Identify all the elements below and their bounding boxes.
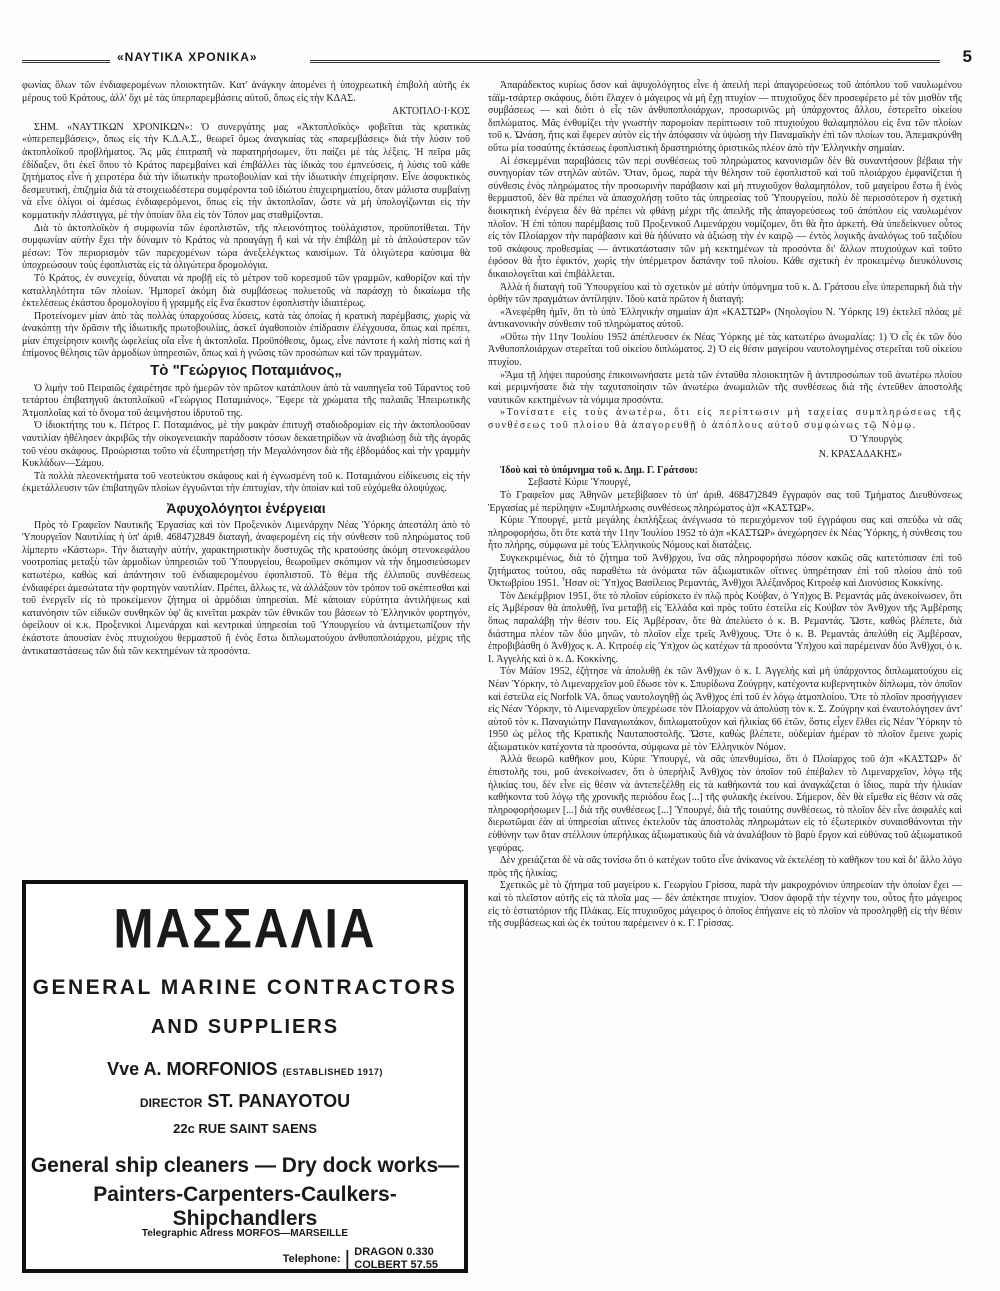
paragraph: Διὰ τὸ ἀκτοπλοϊκὸν ἡ συμφωνία τῶν ἐφοπλιστῶν, τῆς πλειονότητος τοὐλάχιστον, προϋποτίθεται. Τὴν συμφωνίαν αὐτὴν ἔχει τὴν δύναμιν τὸ Κράτος νὰ προαγάγῃ ἢ καὶ νὰ τὴν ἐπιβάλῃ μὲ τὸ ἁπλούστερον τῶν μέσων: Τὸν περιορισμὸν τῶν παρεχομένων τώρα ἀνεξελέγκτως καυσίμων. Τὰ ὀλιγώτερα καύσιμα θὰ ὑποχρεώσουν τοὺς ἐφοπλιστὰς εἰς τὰ ὀλιγώτερα δρομολόγια. — [22, 222, 470, 272]
quoted-order: »Οὕτω τὴν 11ην Ἰουλίου 1952 ἀπέπλευσεν ἐκ Νέας Ὑόρκης μὲ τὰς κατωτέρω ἀνωμαλίας: 1) Ὁ εἷς ἐκ τῶν δύο Ἀνθυποπλοιάρχων στερεῖται τοῦ οἰκείου διπλώματος. 2) Ὁ εἰς θέσιν μαγείρου ναυτολογημένος στερεῖται τοῦ οἰκείου πτυχίου. — [488, 331, 962, 369]
memo-paragraph: Δὲν χρειάζεται δὲ νὰ σᾶς τονίσω ὅτι ὁ κατέχων τοῦτο εἶνε ἀνίκανος νὰ ἐκτελέσῃ τὸ καθῆκον του καὶ δι' ἄλλο λόγο πρὸς τῆς ἡλικίας; — [488, 855, 962, 879]
article-continuation: φωνίας ὅλων τῶν ἐνδιαφερομένων πλοιοκτητῶν. Κατ' ἀνάγκην ἀπομένει ἡ ὑποχρεωτικὴ ἐπιβολὴ αὐτῆς ἐκ μέρους τοῦ Κράτους, ἀλλ' ὄχι μὲ τὰς ὑπερπαρεμβάσεις αὐτοῦ, ὅπως εἰς τὴν ΚΔΑΣ. — [22, 80, 470, 104]
page-header — [22, 47, 972, 70]
ad-founder-line — [26, 1059, 464, 1080]
header-rule-left — [22, 60, 110, 63]
quoted-order: «Ἀνεφέρθη ἡμῖν, ὅτι τὸ ὑπὸ Ἑλληνικὴν σημαίαν ἀ)π «ΚΑΣΤΩΡ» (Νηολογίου Ν. Ὑόρκης 19) ἐκτελεῖ πλόας μὲ ἀντικανονικὴν σύνθεσιν τοῦ πληρώματος αὐτοῦ. — [488, 306, 962, 331]
article-heading-potamianos: Τὸ "Γεώργιος Ποταμιάνος„ — [150, 362, 342, 380]
editor-note — [22, 122, 470, 223]
paragraph: Προτείνομεν μίαν ἀπὸ τὰς πολλὰς ὑπαρχούσας λύσεις, κατὰ τὰς ὁποίας ἡ κρατικὴ παρέμβασις, χωρὶς νὰ ἀνακόπτῃ τὴν δρᾶσιν τῆς ἰδιωτικῆς πρωτοβουλίας, ἀσκεῖ ἀγαθοποιὸν ἐπίδρασιν ἐλέγχουσα, ὅπως καὶ πρέπει, μίαν ἐπιχείρησιν κοινῆς ὠφελείας οἵα εἶνε ἡ ἀκτοπλοΐα. Προϋπόθεσις, ὅμως, εἶνε πάντοτε ἡ καλὴ πίστις καὶ ἡ ἐπίμονος θέλησις τῶν ἁρμοδίων ὑπηρεσιῶν, ὅπως καὶ ἡ γνῶσις τῶν προσώπων καὶ τῶν πραγμάτων. — [22, 310, 470, 360]
ad-telephone-label: Telephone: — [282, 1253, 341, 1265]
memo-paragraph: Τὸν Μάϊον 1952, ἐζήτησε νὰ ἀπολυθῇ ἐκ τῶν Ἀνθ)χων ὁ κ. Ι. Ἀγγελής καὶ μὴ ὑπάρχοντος διπλωματούχου εἰς Νέαν Ὑόρκην, τὸ Λιμεναρχεῖον μοῦ ἔδωσε τὸν κ. Σπυρίδωνα Ζούγρην, κατέχοντα κυβερνητικὸν δίπλωμα, τὸν ὁποῖον καὶ ἐστείλα εἰς Norfolk VA. ὅπως ναυτολογηθῇ ὡς Ἀνθ)χος ἐπὶ τοῦ ἐν λόγῳ ἀτμοπλοίου. Ὅτε τὸ πλοῖον προσήγγισεν εἰς Νέαν Ὑόρκην, τὸ Λιμεναρχεῖον ὑπεχρέωσε τὸν Πλοίαρχον νὰ ἀπολύσῃ τὸν κ. Σ. Ζούγρην καὶ ἐναυτολόγησεν ἀντ' αὐτοῦ τὸν κ. Παναγιώτην Παναγιωτάκον, διπλωματοῦχον καὶ ἡλικίας 66 ἐτῶν, ὅστις εἶχεν ἔλθει εἰς Νέαν Ὑόρκην τὸ 1950 ὡς μέλος τῆς Κρατικῆς Ναυταποστολῆς. Ὥστε, καθὼς βλέπετε, οὐδεμίαν ἡμέραν τὸ πλοῖον ἔμεινε χωρὶς ἀξιωματικὸν κατέχοντα τὰ προσόντα, σύμφωνα μὲ τὸν Ἑλληνικὸν Νόμον. — [488, 666, 962, 753]
left-column — [22, 80, 471, 657]
memo-paragraph: Τὸ Γραφεῖον μας Ἀθηνῶν μετεβίβασεν τὸ ὑπ' ἀριθ. 46847)2849 ἔγγραφόν σας τοῦ Τμήματος Διευθύνσεως Ἐργασίας μὲ περίληψιν «Συμπλήρωσις συνθέσεως πληρώματος ἀ)π «ΚΑΣΤΩΡ». — [488, 490, 962, 514]
author-signature: ΑΚΤΟΠΛΟ·Ι·ΚΟΣ — [391, 106, 470, 118]
ad-services-line-2: Painters-Carpenters-Caulkers-Shipchandlers — [93, 1183, 397, 1230]
paragraph: Ὁ λιμὴν τοῦ Πειραιῶς ἐχαιρέτησε πρὸ ἡμερῶν τὸν πρῶτον κατάπλουν ἀπὸ τὰ ναυπηγεῖα τοῦ Τάραντος τοῦ τετάρτου ἐπιβατηγοῦ ἀκτοπλοϊκοῦ «Γεώργιος Ποταμιάνος». Ἔφερε τὰ χρώματα τῆς παλαιᾶς Ἠπειρωτικῆς Ἀτμοπλοΐας καὶ τὸ ὄνομα τοῦ ἀειμνήστου ἱδρυτοῦ της. — [22, 382, 470, 419]
paragraph: Αἱ ἐσκεμμέναι παραβάσεις τῶν περὶ συνθέσεως τοῦ πληρώματος κανονισμῶν δὲν θὰ συναντήσουν βέβαια τὴν συνηγορίαν τῶν στηλῶν αὐτῶν. Ὅταν, ὅμως, παρὰ τὴν θέλησιν τοῦ ἐφοπλιστοῦ καὶ τοῦ πλοιάρχου ἐμφανίζεται ἡ σύνθεσις ἑνὸς πληρώματος τὴν προσωρινὴν παράβασιν καὶ μὴ πτυχιοῦχον θαλαμηπόλον, τοῦ μαγείρου ἔστω ἢ ἑνὸς θερμαστοῦ, δὲν θὰ πρέπει νὰ ἀπασχολήσῃ τοῦτο τὰς ὑπηρεσίας τοῦ Ὑπουργείου, πολὺ δὲ περισσότερον ἡ σχετικὴ διοικητικὴ ἐνέργεια δὲν θὰ πρέπει νὰ φθάνῃ μέχρι τῆς ἀπειλῆς τῆς ἀπαγορεύσεως τοῦ ἀπόπλου εἰς ναυλωμένον πλοῖον. Ἡ ἐπὶ τόπου παρέμβασις τοῦ Προξενικοῦ Λιμενάρχου νομίζομεν, ὅτι θὰ ἦτο ἀρκετή. Θὰ ὑπεδείκνυεν οὗτος εἰς τὸν Πλοίαρχον τὴν παράβασιν καὶ θὰ ἠδύνατο νὰ ἀξιώσῃ τὴν ἐν καιρῷ — ἐντὸς λογικῆς ἀναλόγως τοῦ ταξιδίου τοῦ σκάφους προθεσμίας — ἀντικατάστασιν τῶν μὴ κεκτημένων τὰ προσόντα δι' ἄλλων πτυχιούχων καὶ τοῦτο ἐφόσον θὰ ἦτο ἐφικτόν, χωρὶς τὴν ὑπέρμετρον δαπάνην τοῦ πλοίου. Κάθε σχετικὴ ἐν προκειμένῳ διευκόλυνσις δικαιολογεῖται καὶ ἐπιβάλλεται. — [488, 155, 962, 280]
memo-paragraph: Κύριε Ὑπουργέ, μετὰ μεγάλης ἐκπλήξεως ἀνέγνωσα τὸ περιεχόμενον τοῦ ἐγγράφου σας καὶ σπεύδω νὰ σᾶς πληροφορήσω, ὅτι ὅτε κατὰ τὴν 11ην Ἰουλίου 1952 τὸ ἀ)π «ΚΑΣΤΩΡ» ἀνεχώρησεν ἐκ Νέας Ὑόρκης, ἡ σύνθεσις του ἦτο πλήρης, σύμφωνα μὲ τοὺς Ἑλληνικοὺς Νόμους καὶ διατάξεις. — [488, 515, 962, 552]
right-column — [488, 80, 962, 1265]
quoted-order: »Ἅμα τῇ λήψει παρούσης ἐπικοινωνήσατε μετὰ τῶν ἐνταῦθα πλοιοκτητῶν ἢ ἀντιπροσώπων τοῦ ἀνωτέρω πλοίου καὶ μεριμνήσατε διὰ τὴν ταχυτοποίησιν τῶν ἀνωτέρω ἀνωμαλιῶν τῆς συνθέσεως διὰ τῆς ἐντεῦθεν ἀποστολῆς ναυτικῶν κεκτημένων τὰ νόμιμα προσόντα. — [488, 369, 962, 406]
editor-note-lead: ΣΗΜ. «ΝΑΥΤΙΚΩΝ ΧΡΟΝΙΚΩΝ»: — [34, 121, 202, 133]
ad-founder-name: Vve A. MORFONIOS — [107, 1059, 278, 1079]
paragraph: Πρὸς τὸ Γραφεῖον Ναυτικῆς Ἐργασίας καὶ τὸν Προξενικὸν Λιμενάρχην Νέας Ὑόρκης ἀπεστάλη ἀπὸ τὸ Ὑπουργεῖον Ναυτιλίας ἡ ὑπ' ἀριθ. 46847)2849 διαταγή, ἀναφερομένη εἰς τὴν σύνθεσιν τοῦ πληρώματος τοῦ λίμπερτυ «Κάστωρ». Τὴν διαταγὴν αὐτήν, χαρακτηριστικὴν δυστυχῶς τῆς κρατούσης ἀκόμη στενοκεφάλου νοοτροπίας μεταξὺ τῶν ἁρμοδίων ὑπηρεσιῶν τοῦ Ὑπουργείου, θεωροῦμεν σκόπιμον νὰ τὴν δημοσιεύσωμεν κατωτέρω, καθὼς καὶ ἀπάντησιν τοῦ ἐνδιαφερομένου ἐφοπλιστοῦ. Τὸ θέμα τῆς ἐλλιποῦς συνθέσεως ἐνδιαφέρει ἀμεσώτατα τὴν φορτηγὸν ναυτιλίαν. Πρέπει, ἄλλως τε, νὰ ἀλλάξουν τὸν τρόπον τοῦ σκέπτεσθαι καὶ τοῦ ἐνεργεῖν εἰς τὸ προκείμενον ζήτημα οἱ ἁρμόδιαι ὑπηρεσίαι. Μὲ κάποιαν εὐρύτητα ἀντιλήψεως καὶ κατανόησιν τῶν εἰδικῶν συνθηκῶν ὑφ' ἃς κινεῖται μακρὰν τῶν ἐθνικῶν του βάσεων τὸ Ἑλληνικὸν φορτηγόν, ὀφείλουν οἱ κ.κ. Προξενικοὶ Λιμενάρχαι καὶ κεντρικαὶ ὑπηρεσίαι τοῦ Ὑπουργείου νὰ ἀντιμετωπίζουν τὴν ἑκάστοτε ἀπουσίαν ἑνὸς πτυχιούχου θερμαστοῦ ἢ ἑνὸς ἔστω διπλωματούχου ἀνθυποπλοιάρχου, μέχρις τῆς ἀντικαταστάσεως τῶν διὰ τῶν κεκτημένων τὰ προσόντα. — [22, 519, 470, 657]
memo-salutation: Σεβαστὲ Κύριε Ὑπουργέ, — [528, 477, 631, 489]
ad-brand-name: ΜΑΣΣΑΛΙΑ — [113, 899, 377, 960]
memo-paragraph: Ἀλλὰ θεωρῶ καθῆκον μου, Κύριε Ὑπουργέ, νὰ σᾶς ὑπενθυμίσω, ὅτι ὁ Πλοίαρχος τοῦ ἀ)π «ΚΑΣΤΩΡ» δι' ἐπιστολῆς του, μοῦ ἀνεκοίνωσεν, ὅτι ὁ ὑπερήλιξ Ἀνθ)χος τὸν ὁποῖον τοῦ ἐπέβαλεν τὸ Λιμεναρχεῖον, λόγῳ τῆς ἡλικίας του, δὲν εἶνε εἰς θέσιν νὰ ἀντεπεξέλθῃ εἰς τὰ καθήκοντά του καὶ ἀναγκάζεται ὁ ἴδιος, παρὰ τὴν ἡλικίαν καθήκοντα τοῦ λόγῳ τῆς χρονικῆς περιόδου ἕως [...] τῆς φυλακῆς ἐκείνου. Σήμερον, δὲν θὰ εἴμεθα εἰς θέσιν νὰ σᾶς πληροφορήσωμεν [...] διὰ τῆς συνθέσεως [...] Ὑπουργέ, διὰ τῆς τοιαύτης συνθέσεως, τὸ πλοῖον δὲν εἶνε ἀσφαλὲς καὶ διερωτῶμαι ἐὰν αἱ ὑπηρεσίαι αἵτινες ἐκτελοῦν τὰς ἀποστολὰς πληρωμάτων εἰς τὸ ἐξωτερικὸν συναισθάνονται τὴν εὐθύνην των ὅταν στέλλουν ὑπερήλικας ἀξιωματικοὺς διὰ νὰ ἀναλάβουν τὸ βαρὺ ἔργον καὶ εὐθύνας τοῦ ἀξιωματικοῦ γεφύρας. — [488, 754, 962, 854]
ad-suppliers-line: AND SUPPLIERS — [150, 1016, 340, 1038]
memo-intro: Ἰδοὺ καὶ τὸ ὑπόμνημα τοῦ κ. Δημ. Γ. Γράτσου: — [500, 464, 698, 476]
ad-telephone — [283, 1246, 438, 1272]
magazine-title: «ΝΑΥΤΙΚΑ ΧΡΟΝΙΚΑ» — [117, 50, 258, 64]
ad-contractors-line: GENERAL MARINE CONTRACTORS — [32, 976, 458, 999]
article-heading-actions: Ἀφυχολόγητοι ἐνέργειαι — [166, 500, 326, 516]
ad-phone-2: COLBERT 57.55 — [354, 1259, 438, 1271]
ad-telegraphic-address: Telegraphic Adress MORFOS—MARSEILLE — [141, 1228, 349, 1239]
header-rule-right — [310, 60, 940, 63]
editor-note-body: Ὁ συνεργάτης μας «Ἀκτοπλοϊκὸς» φοβεῖται τὰς κρατικὰς «ὑπερεπεμβάσεις», ὅπως εἰς τὴν Κ.Δ.Α.Σ., θεωρεῖ ὅμως ἀναγκαίας τὰς «παρεμβάσεις» διὰ τὴν λύσιν τοῦ ἀκτοπλοϊκοῦ προβλήματος. Ἂς μᾶς ἐπιτραπῆ νὰ παρατηρήσωμεν, ὅτι παίζει μὲ τὰς λέξεις. Ἡ πεῖρα μᾶς ἐδίδαξεν, ὅτι ἐκεῖ ὅπου τὸ Κράτος παρεμβαίνει καὶ ἐπιβάλλει τὰς ἰδικάς του ἐμπνεύσεις, ἡ λύσις τοῦ κάθε ζητήματος εἶνε ἡ χειροτέρα διὰ τὴν ἰδιωτικὴν πρωτοβουλίαν καὶ τὴν ἰδιωτικὴν ἐπιχείρησιν. Εἶνε ἀσφυκτικὸς δεσμευτική, ἐπιζημία διὰ τὰ στοιχειωδέστερα συμφέροντα τοῦ ἰδιώτου ἐπιχειρηματίου, ὅταν μάλιστα συμβαίνῃ νὰ εἶνε ὀλίγοι οἱ ἀμέσως ἐνδιαφερόμενοι, ὅπως εἰς τὴν ἀκτοπλοΐαν, ὥστε νὰ μὴ ὑπολογίζωνται εἰς τὴν κομματικὴν πλάστιγγα, μὲ τὴν ὁποίαν ὅλα εἰς τὸν Τόπον μας σταθμίζονται. — [22, 121, 471, 221]
ad-director-line — [26, 1091, 464, 1112]
minister-name: Ν. ΚΡΑΣΑΔΑΚΗΣ» — [818, 449, 902, 461]
paragraph: Ὁ ἰδιοκτήτης του κ. Πέτρος Γ. Ποταμιάνος, μὲ τὴν μακρὰν ἐπιτυχῆ σταδιοδρομίαν εἰς τὴν ἀκτοπλοοῦσαν ναυτιλίαν ἠθέλησεν ἀκριβῶς τὴν οἰκογενειακὴν παράδοσιν τόσων δεκαετηρίδων νὰ ἀναβιώσῃ διὰ τῆς ἀγορᾶς τοῦ νέου σκάφους. Προώρισται τοῦτο νὰ ἐξυπηρετήσῃ τὴν Μεγαλόνησον διὰ τῆς ἑβδομάδος καὶ τὴν γραμμὴν Κυκλάδων—Σάμου. — [22, 420, 470, 470]
ad-brace-icon: | — [344, 1246, 351, 1271]
massalia-advertisement — [22, 880, 468, 1273]
page-number: 5 — [962, 47, 972, 66]
ad-address: 22c RUE SAINT SAENS — [173, 1121, 317, 1136]
memo-paragraph: Τὸν Δεκέμβριον 1951, ὅτε τὸ πλοῖον εὑρίσκετο ἐν πλῷ πρὸς Κούβαν, ὁ Ὑπ)χος Β. Ρεμαντάς μᾶς ἀνεκοίνωσεν, ὅτι εἰς Ἀμβέρσαν θὰ ἀπολυθῇ, ἵνα μεταβῇ εἰς Ἑλλάδα καὶ πρὸς τοῦτο ἐστείλα εἰς Κούβαν τὸν Ἀνθ)χον τῆς Ἀμβέρσης ὅπως παραλάβῃ τὴν θέσιν του. Εἰς Ἀμβέρσαν, ὅτε θὰ ἀπελύετο ὁ κ. Β. Ρεμαντάς. Ὥστε, καθὼς βλέπετε, διὰ διάστημα πλέον τῶν δύο μηνῶν, τὸ πλοῖον εἶχε τρεῖς Ἀνθ)χους. Ὅτε ὁ κ. Β. Ρεμαντάς ἀπελύθη εἰς Ἀμβέρσαν, ἐπροβιβάσθη ὁ Ἀνθ)χος κ. Α. Κιτροέφ εἰς Ὑπ)χον ὡς κατέχων τὰ προσόντα Ὑπ)χου καὶ παρέμειναν δύο Ἀνθ)χοι, ὁ κ. Ι. Ἀγγελὴς καὶ ὁ κ. Δ. Κοκκίνης. — [488, 590, 962, 665]
ad-phone-1: DRAGON 0.330 — [354, 1246, 434, 1258]
minister-title: Ὁ Ὑπουργὸς — [849, 433, 902, 445]
ad-phone-numbers — [354, 1246, 438, 1272]
ad-services-line-1: General ship cleaners — Dry dock works— — [30, 1154, 460, 1177]
memo-paragraph: Συγκεκριμένως, διὰ τὸ ζήτημα τοῦ Ἀνθ)ρχου, ἵνα σᾶς πληροφορήσω πόσον κακῶς σᾶς κατετόπισαν ἐπὶ τοῦ ζητήματος τούτου, σᾶς παραθέτω τὰ ὀνόματα τῶν ἀξιωματικῶν οἵτινες ὑπηρέτησαν ἐπὶ τοῦ πλοίου ἀπὸ τοῦ Ὀκτωβρίου 1951. Ἦσαν οἱ: Ὑπ)χος Βασίλειος Ρεμαντάς, Ἀνθ)χοι Ἀλέξανδρος Κιτροέφ καὶ Διονύσιος Κοκκίνης. — [488, 552, 962, 590]
ad-established: (ESTABLISHED 1917) — [282, 1067, 383, 1077]
memo-paragraph: Σχετικῶς μὲ τὸ ζήτημα τοῦ μαγείρου κ. Γεωργίου Γρίσσα, παρὰ τὴν μακροχρόνιον ὑπηρεσίαν τὴν ὁποίαν ἔχει — καὶ τὸ πλεῖστον αὐτῆς εἰς τὰ πλοῖα μας — δὲν ἀπέκτησε πτυχίον. Ὅσον ἀφορᾷ τὴν τέχνην του, οὗτος ἦτο μάγειρος εἰς τὸ ἑστιατόριον τῆς Πλάκας. Εἰς πτυχιοῦχος μάγειρος ὁ ὁποῖος ἐπήγαινε εἰς τὸ πλοῖον νὰ προσληφθῇ εἰς τὴν θέσιν τῆς συμβάσεως καὶ ὡς ἐκ τούτου παρέμεινεν ὁ κ. Γ. Γρίσσας. — [488, 880, 962, 930]
paragraph: Τὰ πολλὰ πλεονεκτήματα τοῦ νεοτεύκτου σκάφους καὶ ἡ ἐγνωσμένη τοῦ κ. Ποταμιάνου εἰδίκευσις εἰς τὴν ἐκμετάλλευσιν τῶν ἐπιβατηγῶν πλοίων ἐγγυῶνται τὴν ἐπιτυχίαν, τὴν ὁποίαν καὶ τοῦ εὐχόμεθα ὁλοψύχως. — [22, 470, 470, 495]
paragraph: Ἀπαράδεκτος κυρίως ὅσον καὶ ἀψυχολόγητος εἶνε ἡ ἀπειλὴ περὶ ἀπαγορεύσεως τοῦ ἀπόπλου τοῦ ναυλωμένου τάϊμ-τσάρτερ σκάφους, διότι ἔλαχεν ὁ μάγειρος νὰ μὴ ἔχῃ πτυχίον — πτυχιοῦχος δὲν προσεφέρετο μὲ τὸν μισθὸν τῆς συμβάσεως — καὶ διότι ὁ εἷς τῶν ἀνθυποπλοιάρχων, προσωρινῶς μὴ ὑπάρχοντος ἄλλου, ἐστερεῖτο οἰκείου διπλώματος. Μᾶς ἐνθυμίζει τὴν γνωστὴν παρομοίαν περίπτωσιν τοῦ πτυχιούχου θαλαμηπόλου εἰς ἕνα τῶν πλοίων τοῦ κ. Ὠνάση, ἥτις καὶ ἔφερεν αὐτὸν εἰς τὴν ἀπόφασιν νὰ ὑψώσῃ τὴν Παναμαϊκὴν ἐπὶ τῶν πλοίων του. Ἀπεμακρύνθη οὕτω μία τοσαύτης ἐκτάσεως ἐφοπλιστικὴ δραστηριότης ὁριστικῶς πλέον ἀπὸ τὴν Ἑλληνικὴν σημαίαν. — [488, 80, 962, 154]
paragraph: Τὸ Κράτος, ἐν συνεχείᾳ, δύναται νὰ προβῇ εἰς τὸ μέτρον τοῦ κορεσμοῦ τῶν γραμμῶν, καθορίζον καὶ τὴν καταλληλότητα τῶν πλοίων. Ἠμπορεῖ ἀκόμη διὰ συμβάσεως πολυετοῦς νὰ παράσχῃ τὸ δικαίωμα τῆς ἐκτελέσεως ἑκάστου δρομολογίου ἢ γραμμῆς εἰς ἕνα ἕκαστον ἐφοπλιστὴν ἰδιαιτέρως. — [22, 272, 470, 310]
ad-director-label: DIRECTOR — [139, 1096, 203, 1110]
paragraph: Ἀλλὰ ἡ διαταγὴ τοῦ Ὑπουργείου καὶ τὸ σχετικὸν μὲ αὐτὴν ὑπόμνημα τοῦ κ. Δ. Γράτσου εἶνε ὑπερεπαρκὴ διὰ τὴν ὀρθὴν τῶν πραγμάτων ἀντίληψιν. Ἰδοὺ κατὰ πρῶτον ἡ διαταγή: — [488, 281, 962, 306]
ad-director-name: ST. PANAYOTOU — [207, 1091, 351, 1111]
quoted-order-spaced: »Τονίσατε εἰς τοὺς ἀνωτέρω, ὅτι εἰς περίπτωσιν μὴ ταχείας συμπληρώσεως τῆς συνθέσεως τοῦ πλοίου θὰ ἀπαγορευθῇ ὁ ἀπόπλους αὐτοῦ συμφώνως τῷ Νόμῳ. — [488, 407, 962, 432]
